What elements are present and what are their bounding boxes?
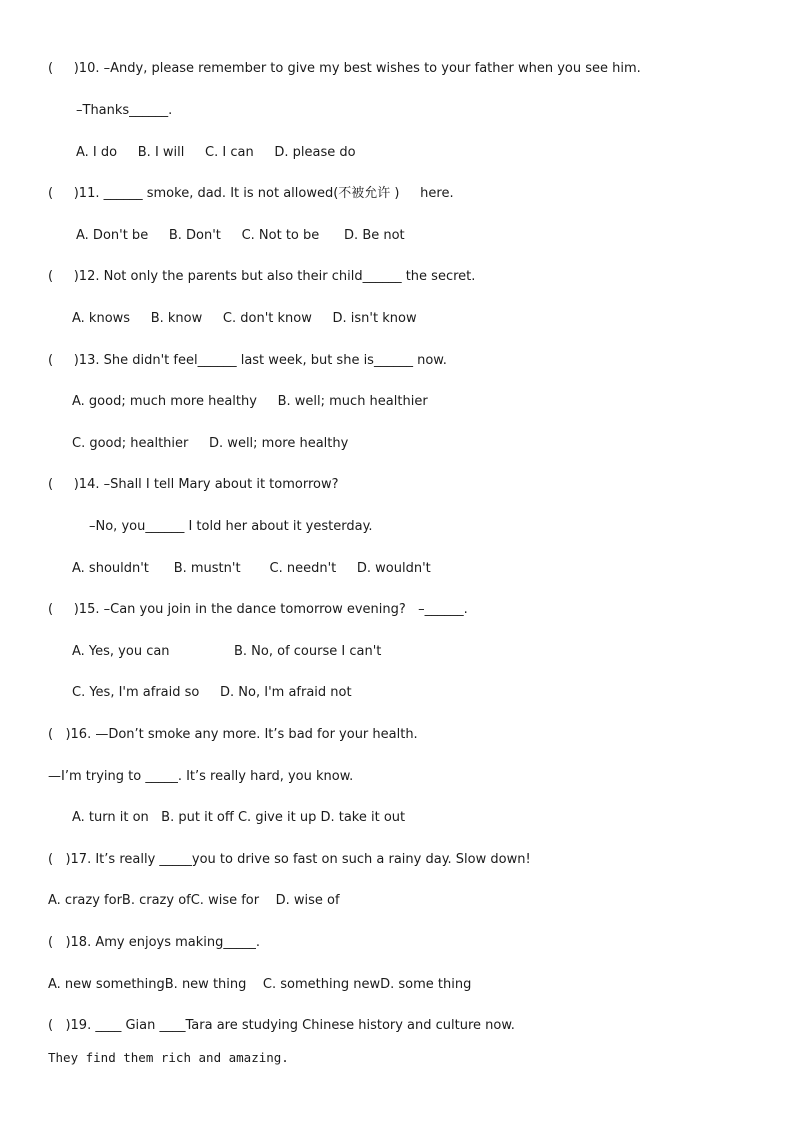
question-14-stem: ( )14. –Shall I tell Mary about it tomorrow? <box>48 477 339 492</box>
question-13-options-cd: C. good; healthier D. well; more healthy <box>72 436 349 451</box>
question-10-reply: –Thanks______. <box>76 103 173 118</box>
question-17-stem: ( )17. It’s really _____you to drive so fast on such a rainy day. Slow down! <box>48 852 531 867</box>
question-15-option-b: B. No, of course I can't <box>234 644 382 659</box>
question-16-reply: —I’m trying to _____. It’s really hard, you know. <box>48 769 354 784</box>
question-15-option-a: A. Yes, you can <box>72 644 170 659</box>
question-14-options: A. shouldn't B. mustn't C. needn't D. wouldn't <box>72 561 431 576</box>
question-12-stem: ( )12. Not only the parents but also their child______ the secret. <box>48 269 476 284</box>
question-13-options-ab: A. good; much more healthy B. well; much healthier <box>72 394 428 409</box>
question-11-options: A. Don't be B. Don't C. Not to be D. Be not <box>76 228 405 243</box>
question-17-options: A. crazy forB. crazy ofC. wise for D. wise of <box>48 893 340 908</box>
question-15-options-cd: C. Yes, I'm afraid so D. No, I'm afraid not <box>72 685 352 700</box>
question-18-stem: ( )18. Amy enjoys making_____. <box>48 935 261 950</box>
question-18-options: A. new somethingB. new thing C. something newD. some thing <box>48 977 472 992</box>
question-19-continuation: They find them rich and amazing. <box>48 1050 289 1065</box>
question-15-stem: ( )15. –Can you join in the dance tomorrow evening? –______. <box>48 602 468 617</box>
question-11-stem: ( )11. ______ smoke, dad. It is not allowed(不被允许 ) here. <box>48 186 454 201</box>
question-12-options: A. knows B. know C. don't know D. isn't know <box>72 311 417 326</box>
question-10-stem: ( )10. –Andy, please remember to give my best wishes to your father when you see him. <box>48 61 641 76</box>
question-14-reply: –No, you______ I told her about it yesterday. <box>89 519 373 534</box>
question-19-stem: ( )19. ____ Gian ____Tara are studying Chinese history and culture now. <box>48 1018 515 1033</box>
question-16-stem: ( )16. —Don’t smoke any more. It’s bad for your health. <box>48 727 418 742</box>
question-16-options: A. turn it on B. put it off C. give it up D. take it out <box>72 810 406 825</box>
question-10-options: A. I do B. I will C. I can D. please do <box>76 145 356 160</box>
question-13-stem: ( )13. She didn't feel______ last week, but she is______ now. <box>48 353 447 368</box>
